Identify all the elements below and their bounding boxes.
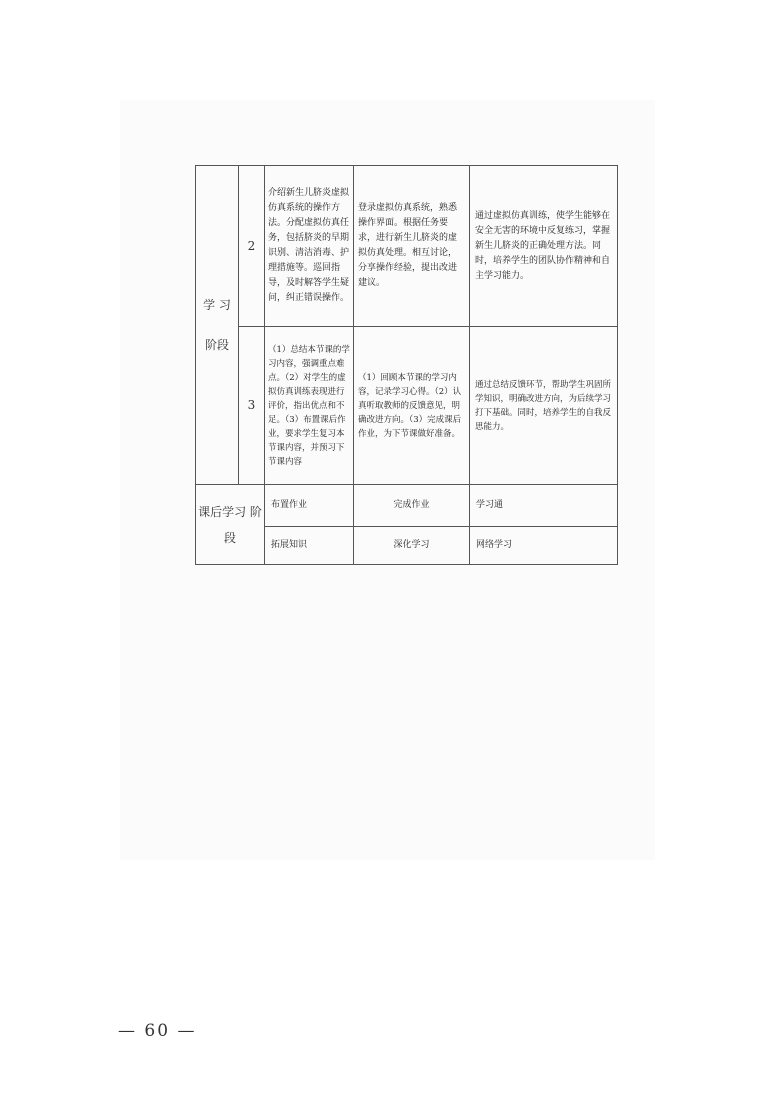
design-intent-cell: 学习通 [470, 485, 618, 527]
student-activity-cell: （1）回顾本节课的学习内容，记录学习心得。（2）认真听取教师的反馈意见，明确改进方向。（3）完成课后作业，为下节课做好准备。 [354, 327, 470, 485]
table-row [196, 327, 618, 485]
student-activity-cell: 深化学习 [354, 527, 470, 565]
table-row [196, 166, 618, 327]
step-number: 3 [239, 327, 265, 485]
design-intent-cell: 网络学习 [470, 527, 618, 565]
teacher-activity-cell: 拓展知识 [265, 527, 354, 565]
stage-after-class-cell: 课后学习 阶段 [196, 485, 265, 565]
teacher-activity-cell: （1）总结本节课的学习内容，强调重点难点。（2）对学生的虚拟仿真训练表现进行评价，指出优点和不足。（3）布置课后作业，要求学生复习本节课内容，并预习下节课内容 [265, 327, 354, 485]
design-intent-cell: 通过总结反馈环节，帮助学生巩固所学知识，明确改进方向，为后续学习打下基础。同时，培养学生的自我反思能力。 [470, 327, 618, 485]
design-intent-cell: 通过虚拟仿真训练，使学生能够在安全无害的环境中反复练习，掌握新生儿脐炎的正确处理方法。同时，培养学生的团队协作精神和自主学习能力。 [470, 166, 618, 327]
step-number: 2 [239, 166, 265, 327]
table-row [196, 485, 618, 527]
student-activity-cell: 完成作业 [354, 485, 470, 527]
teacher-activity-cell: 布置作业 [265, 485, 354, 527]
lesson-plan-table [195, 165, 618, 565]
teacher-activity-cell: 介绍新生儿脐炎虚拟仿真系统的操作方法。分配虚拟仿真任务，包括脐炎的早期识别、清洁消毒、护理措施等。巡回指导，及时解答学生疑问，纠正错误操作。 [265, 166, 354, 327]
stage-in-class-cell: 学 习 阶段 [196, 166, 239, 485]
page-number: — 60 — [118, 1021, 197, 1041]
student-activity-cell: 登录虚拟仿真系统，熟悉操作界面。根据任务要求，进行新生儿脐炎的虚拟仿真处理。相互讨论，分享操作经验，提出改进建议。 [354, 166, 470, 327]
